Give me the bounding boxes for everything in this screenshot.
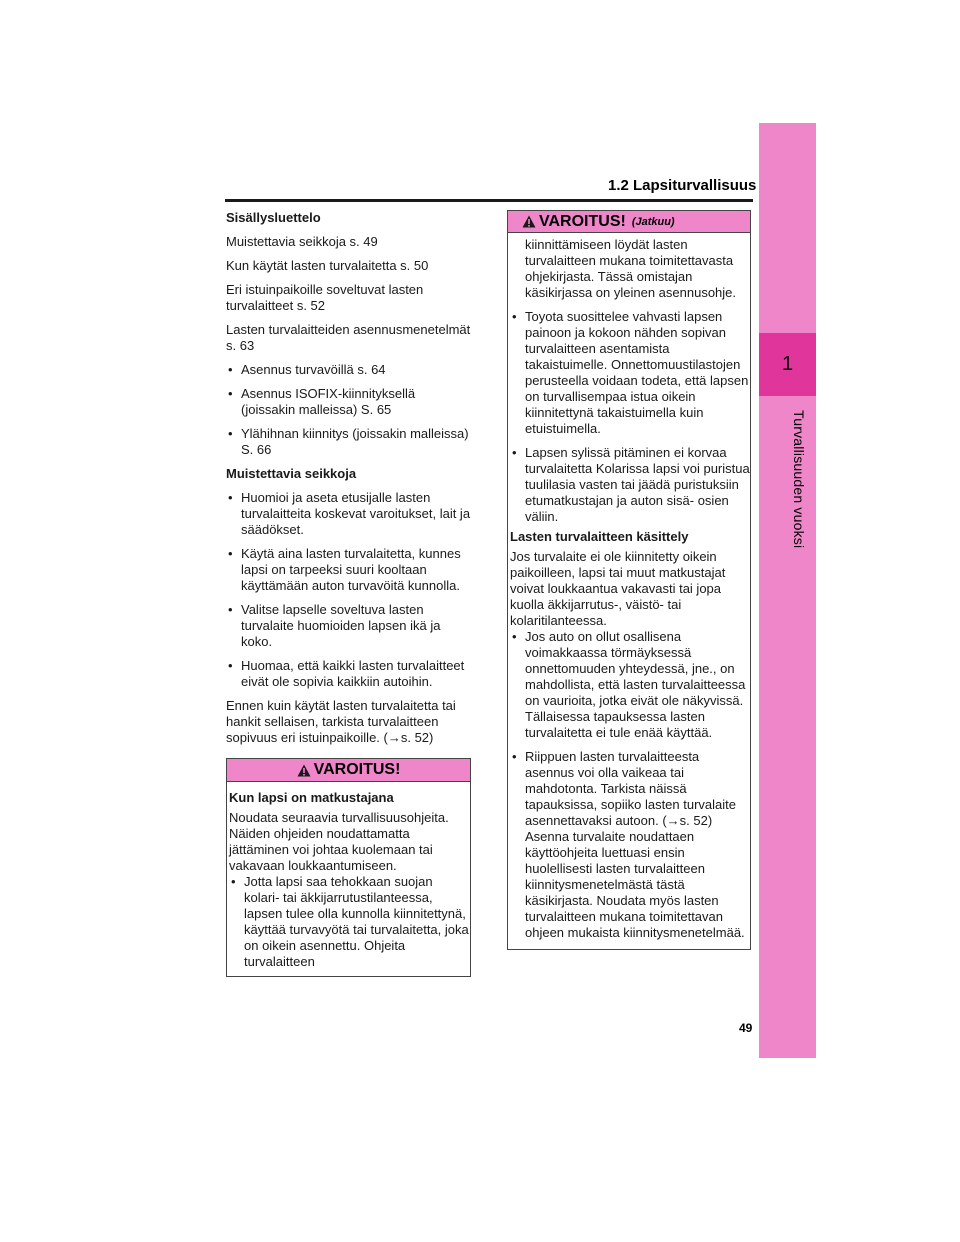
before-use-paragraph: Ennen kuin käytät lasten turvalaitetta tai hankit sellaisen, tarkista turvalaitteen sopivuus eri istuinpaikoille. (→s. 52): [226, 698, 456, 745]
handling-text: Jos turvalaite ei ole kiinnitetty oikein paikoilleen, lapsi tai muut matkustajat voivat loukkaantua vakavasti tai jopa kuolla äkkijarrutus-, väistö- tai kolaritilanteessa.: [510, 549, 726, 628]
warning-bullet: • Jotta lapsi saa tehokkaan suojan kolari- tai äkkijarrutustilanteessa, lapsen tulee olla kunnolla kiinnitettynä, käyttää turvavyötä tai turvalaitetta, joka on oikein asennettu. Ohjeita turvalaitteen: [229, 874, 470, 970]
list-item: • Valitse lapselle soveltuva lasten turvalaite huomioiden lapsen ikä ja koko.: [226, 602, 471, 650]
list-item: • Huomaa, että kaikki lasten turvalaitteet eivät ole sopivia kaikkiin autoihin.: [226, 658, 471, 690]
warning-title: VAROITUS!: [313, 761, 401, 778]
chapter-title: Turvallisuuden vuoksi: [791, 410, 807, 549]
warning-continued-text: kiinnittämiseen löydät lasten turvalaitteen mukana toimitettavasta ohjekirjasta. Tässä omistajan käsikirjassa on yleinen asennusohje.: [525, 237, 737, 300]
toc-link[interactable]: Kun käytät lasten turvalaitetta s. 50: [226, 258, 429, 273]
warning-body: [508, 233, 750, 949]
page-number: 49: [739, 1021, 753, 1035]
toc-link[interactable]: Eri istuinpaikoille soveltuvat lasten turvalaitteet s. 52: [226, 282, 424, 313]
warning-bullet: • Lapsen sylissä pitäminen ei korvaa turvalaitetta Kolarissa lapsi voi puristua tuulilasia vasten tai jäädä puristuksiin etumatkustajan ja auton sisä- osien väliin.: [510, 445, 750, 525]
right-column: [507, 210, 751, 950]
left-column: [226, 210, 471, 977]
warning-box-continued: [507, 210, 751, 950]
list-item: • Käytä aina lasten turvalaitetta, kunnes lapsi on tarpeeksi suuri kooltaan käyttämään auton turvavöitä kunnolla.: [226, 546, 471, 594]
toc-sub-link[interactable]: • Ylähihnan kiinnitys (joissakin malleissa) S. 66: [226, 426, 471, 458]
chapter-side-tab: [759, 123, 816, 1058]
toc-sub-link[interactable]: • Asennus ISOFIX-kiinnityksellä (joissakin malleissa) S. 65: [226, 386, 471, 418]
list-item: • Huomioi ja aseta etusijalle lasten turvalaitteita koskevat varoitukset, lait ja säädökset.: [226, 490, 471, 538]
warning-icon: [297, 764, 311, 777]
warning-title: VAROITUS!: [539, 212, 626, 230]
warning-text: Noudata seuraavia turvallisuusohjeita. Näiden ohjeiden noudattamatta jättäminen voi johtaa kuolemaan tai vakavaan loukkaantumiseen.: [229, 810, 449, 873]
section-header: 1.2 Lapsiturvallisuus: [608, 177, 757, 194]
warning-subheading: Kun lapsi on matkustajana: [229, 790, 394, 805]
warning-header: [227, 759, 470, 782]
warning-box: [226, 758, 471, 977]
toc-link[interactable]: Muistettavia seikkoja s. 49: [226, 234, 378, 249]
warning-bullet: • Jos auto on ollut osallisena voimakkaassa törmäyksessä onnettomuuden yhteydessä, jne., on mahdollista, että lasten turvalaitteessa on vaurioita, jotka eivät ole näkyvissä. Tällaisessa tapauksessa lasten turvalaitetta ei tule enää käyttää.: [510, 629, 750, 741]
warning-continued-label: (Jatkuu): [631, 215, 675, 228]
toc-sub-link[interactable]: • Asennus turvavöillä s. 64: [226, 362, 471, 378]
remember-heading: Muistettavia seikkoja: [226, 466, 357, 481]
chapter-number: 1: [759, 333, 816, 396]
toc-link[interactable]: Lasten turvalaitteiden asennusmenetelmät s. 63: [226, 322, 471, 353]
warning-bullet: • Toyota suosittelee vahvasti lapsen painoon ja kokoon nähden sopivan turvalaitteen asentamista takaistuimelle. Onnettomuustilastojen perusteella voidaan todeta, että lapsen on turvallisempaa istua oikein kiinnitettynä takaistuimella kuin etuistuimella.: [510, 309, 750, 437]
header-rule: [225, 199, 753, 202]
warning-icon: [522, 215, 536, 228]
toc-heading: Sisällysluettelo: [226, 210, 321, 225]
handling-heading: Lasten turvalaitteen käsittely: [510, 529, 689, 544]
warning-body: [227, 782, 470, 976]
warning-bullet: • Riippuen lasten turvalaitteesta asennus voi olla vaikeaa tai mahdotonta. Tarkista näissä tapauksissa, sopiiko lasten turvalaite asennettavaksi autoon. (→s. 52) Asenna turvalaite noudattaen käyttöohjeita luettuasi ensin huolellisesti lasten turvalaitteen kiinnitysmenetelmästä tästä käsikirjasta. Noudata myös lasten turvalaitteen mukana toimitettavan ohjeen mukaista kiinnitysmenetelmää.: [510, 749, 750, 941]
warning-header: [508, 210, 750, 233]
